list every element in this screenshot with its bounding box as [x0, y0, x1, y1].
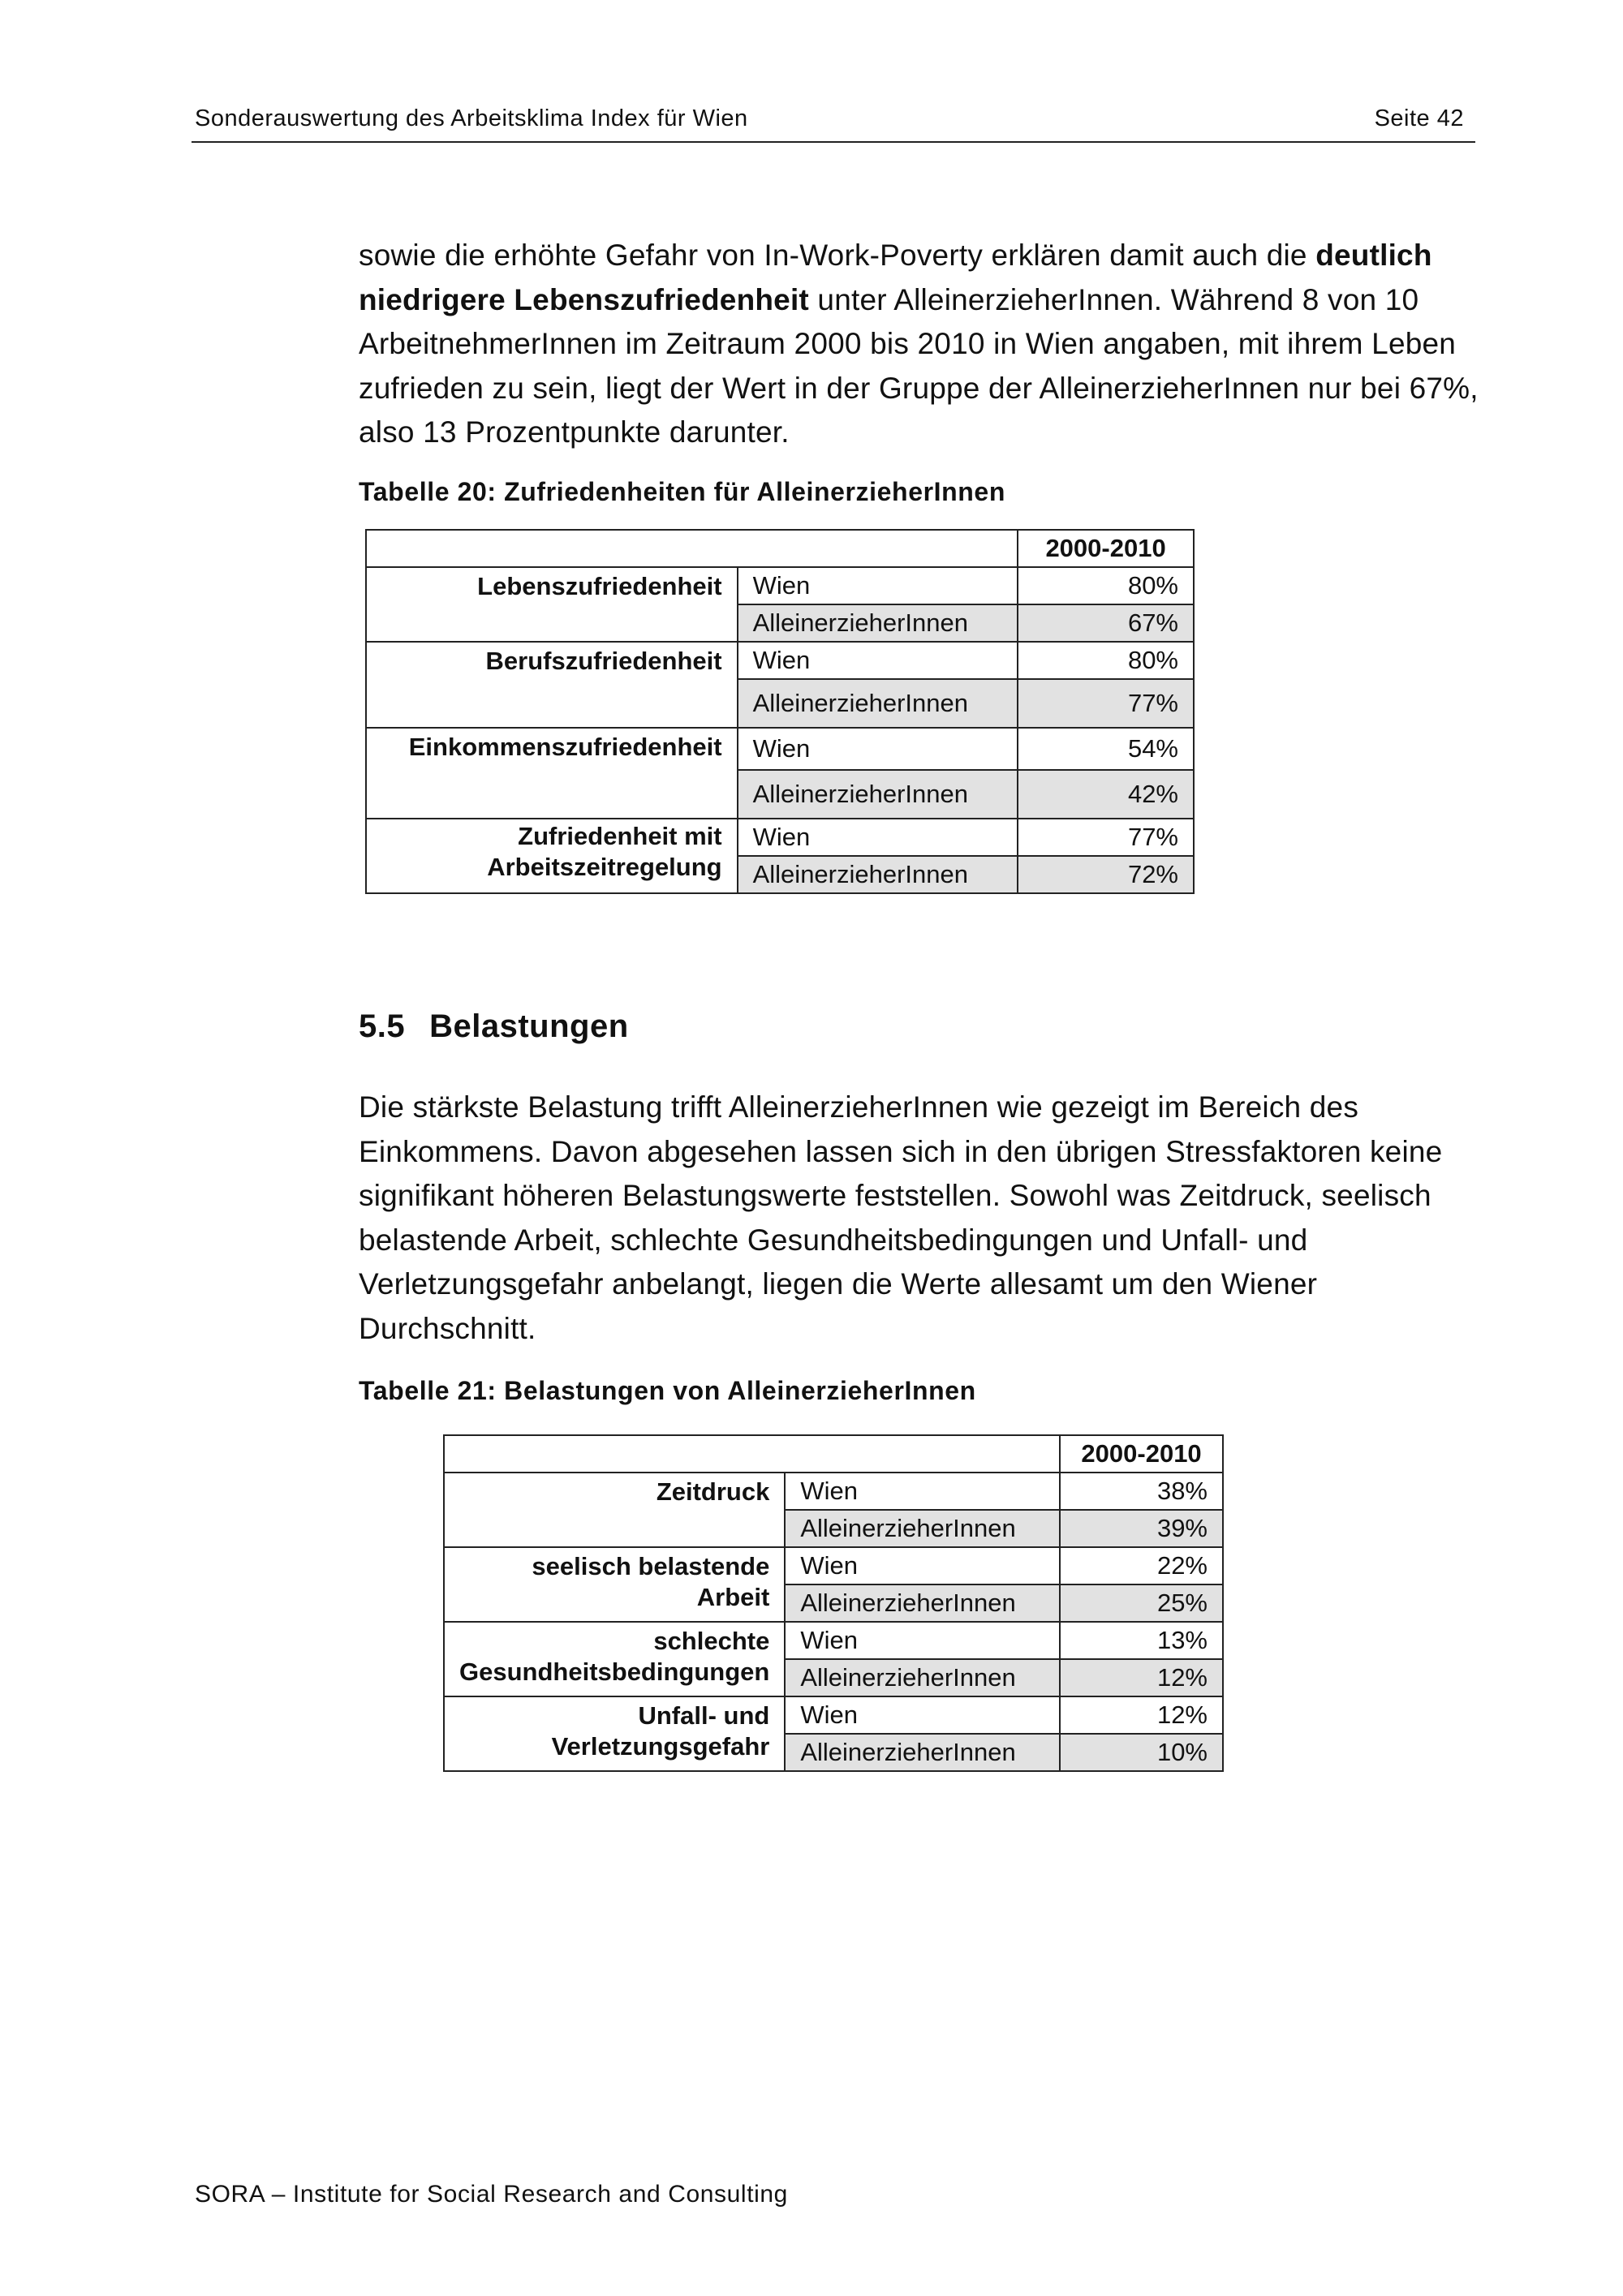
page-header [192, 102, 1475, 143]
row-label: Zufriedenheit mit Arbeitszeitregelung [366, 819, 738, 893]
group-label: AlleinerzieherInnen [785, 1584, 1060, 1622]
section-number: 5.5 [359, 1008, 406, 1044]
table20-header-row [366, 530, 1194, 567]
paragraph-intro-bold: deutlich niedrigere Lebenszufriedenheit [359, 239, 1432, 316]
table-row [366, 728, 1194, 770]
group-label: AlleinerzieherInnen [785, 1734, 1060, 1771]
cell-value: 77% [1018, 819, 1194, 856]
group-label: Wien [785, 1547, 1060, 1584]
paragraph-intro-part1: sowie die erhöhte Gefahr von In-Work-Poverty erklären damit auch die [359, 239, 1316, 272]
cell-value: 80% [1018, 567, 1194, 604]
cell-value: 10% [1060, 1734, 1223, 1771]
table-row [444, 1622, 1223, 1659]
row-label: Berufszufriedenheit [366, 642, 738, 728]
cell-value: 54% [1018, 728, 1194, 770]
page-number: Seite 42 [1374, 105, 1464, 131]
cell-value: 12% [1060, 1659, 1223, 1696]
row-label: Unfall- und Verletzungsgefahr [444, 1696, 785, 1771]
group-label: Wien [785, 1622, 1060, 1659]
cell-value: 77% [1018, 679, 1194, 728]
table-row [444, 1473, 1223, 1510]
paragraph-belastungen: Die stärkste Belastung trifft AlleinerzieherInnen wie gezeigt im Bereich des Einkommens. Davon abgesehen lassen sich in den übrigen Stressfaktoren keine signifikant höheren Belastungswerte feststellen. Sowohl was Zeitdruck, seelisch belastende Arbeit, schlechte Gesundheitsbedingungen und Unfall- und Verletzungsgefahr anbelangt, liegen die Werte allesamt um den Wiener Durchschnitt. [359, 1090, 1443, 1345]
header-title: Sonderauswertung des Arbeitsklima Index für Wien [195, 105, 748, 131]
row-label: seelisch belastende Arbeit [444, 1547, 785, 1622]
group-label: AlleinerzieherInnen [738, 604, 1018, 642]
table-row [444, 1547, 1223, 1584]
cell-value: 38% [1060, 1473, 1223, 1510]
cell-value: 42% [1018, 770, 1194, 819]
cell-value: 13% [1060, 1622, 1223, 1659]
group-label: Wien [738, 567, 1018, 604]
group-label: Wien [785, 1696, 1060, 1734]
group-label: Wien [738, 642, 1018, 679]
cell-value: 12% [1060, 1696, 1223, 1734]
row-label: Einkommenszufriedenheit [366, 728, 738, 819]
section-heading [359, 1008, 629, 1045]
table20-period: 2000-2010 [1018, 530, 1194, 567]
table21-header-row [444, 1435, 1223, 1473]
table-row [366, 642, 1194, 679]
table-row [444, 1696, 1223, 1734]
table-row [366, 819, 1194, 856]
group-label: AlleinerzieherInnen [738, 856, 1018, 893]
row-label: schlechte Gesundheitsbedingungen [444, 1622, 785, 1696]
table21 [443, 1434, 1224, 1772]
table21-header-blank [444, 1435, 1060, 1473]
paragraph-intro-part2: unter AlleinerzieherInnen. Während 8 von 10 ArbeitnehmerInnen im Zeitraum 2000 bis 2010 in Wien angaben, mit ihrem Leben zufrieden zu sein, liegt der Wert in der Gruppe der AlleinerzieherInnen nur bei 67%, also 13 Prozentpunkte darunter. [359, 282, 1479, 449]
cell-value: 22% [1060, 1547, 1223, 1584]
table20 [365, 529, 1195, 894]
group-label: Wien [738, 819, 1018, 856]
group-label: AlleinerzieherInnen [738, 679, 1018, 728]
paragraph-intro [359, 234, 1479, 455]
page-footer: SORA – Institute for Social Research and Consulting [195, 2181, 788, 2208]
row-label: Lebenszufriedenheit [366, 567, 738, 642]
table20-caption: Tabelle 20: Zufriedenheiten für AlleinerzieherInnen [359, 477, 1005, 506]
cell-value: 72% [1018, 856, 1194, 893]
table20-header-blank [366, 530, 1018, 567]
table21-period: 2000-2010 [1060, 1435, 1223, 1473]
cell-value: 67% [1018, 604, 1194, 642]
group-label: AlleinerzieherInnen [785, 1659, 1060, 1696]
table21-caption: Tabelle 21: Belastungen von AlleinerzieherInnen [359, 1376, 976, 1405]
cell-value: 25% [1060, 1584, 1223, 1622]
table-row [366, 567, 1194, 604]
group-label: AlleinerzieherInnen [785, 1510, 1060, 1547]
group-label: AlleinerzieherInnen [738, 770, 1018, 819]
section-title: Belastungen [429, 1008, 629, 1044]
cell-value: 39% [1060, 1510, 1223, 1547]
group-label: Wien [738, 728, 1018, 770]
row-label: Zeitdruck [444, 1473, 785, 1547]
group-label: Wien [785, 1473, 1060, 1510]
cell-value: 80% [1018, 642, 1194, 679]
